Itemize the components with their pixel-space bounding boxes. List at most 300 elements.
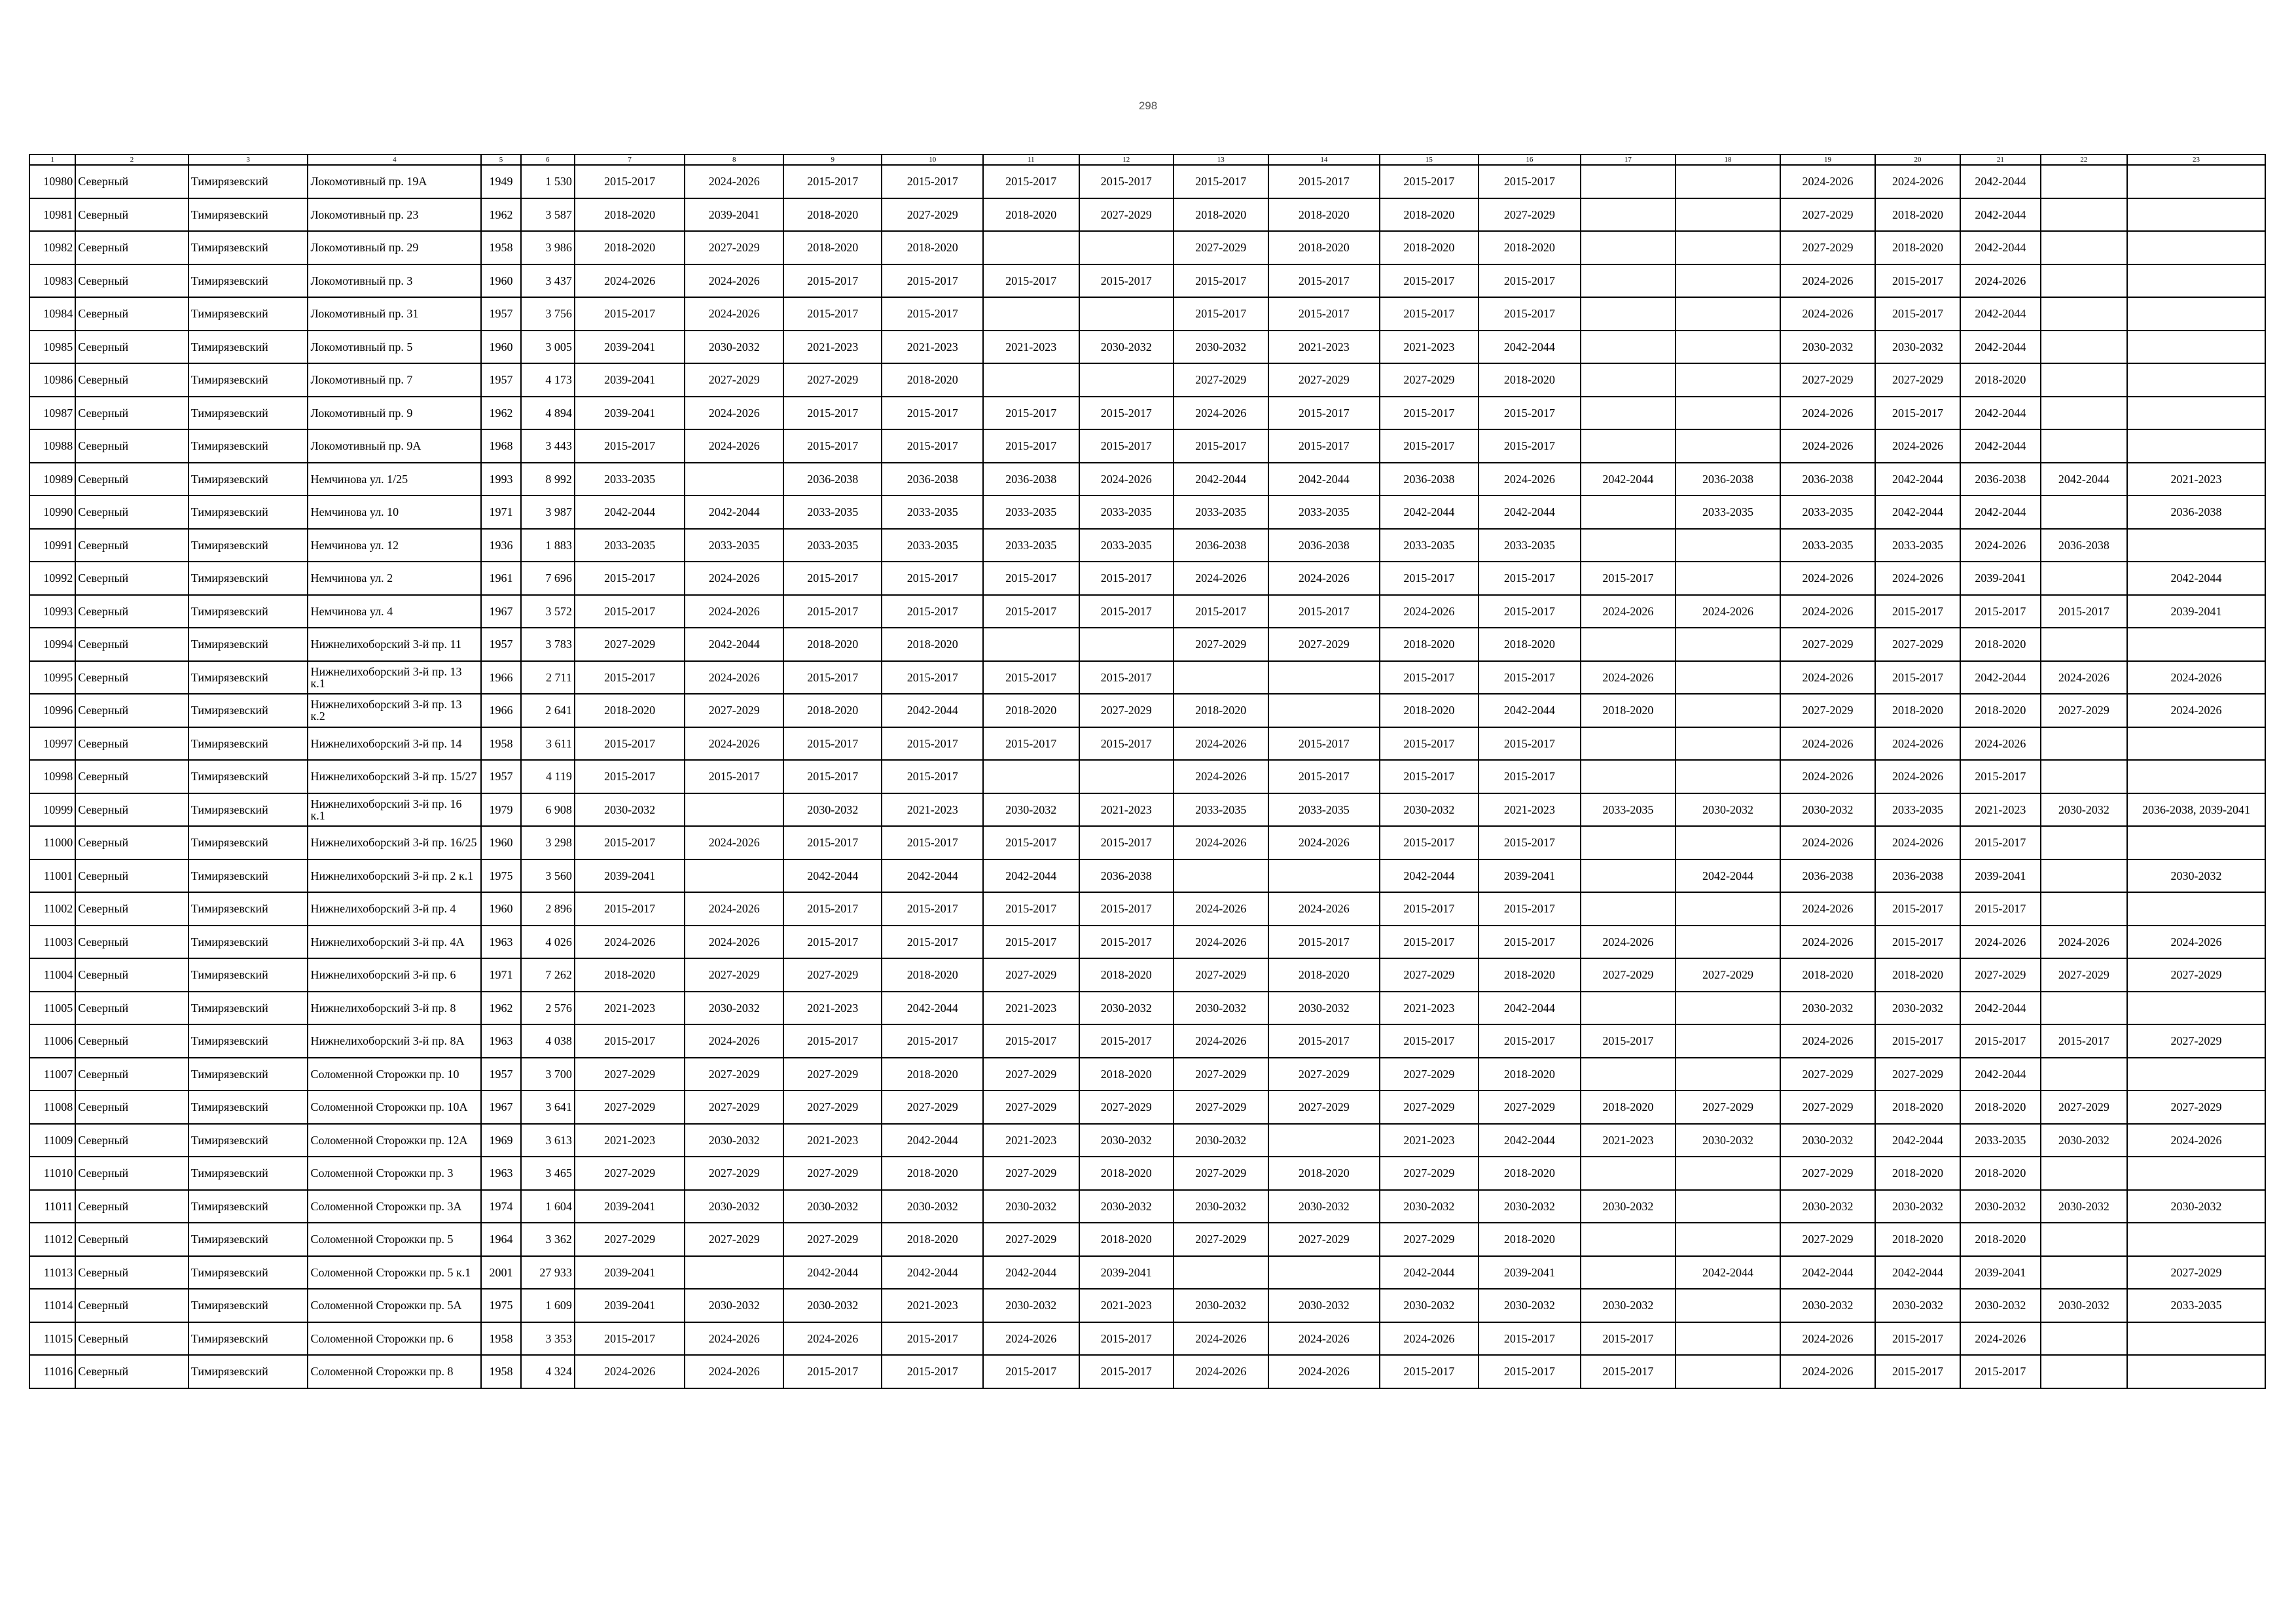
period-cell: 2015-2017 [1479,727,1581,761]
period-cell: 2015-2017 [1380,397,1479,430]
year-built-cell: 1958 [481,231,520,264]
period-cell: 2039-2041 [1479,859,1581,893]
period-cell: 2027-2029 [1174,363,1268,397]
year-built-cell: 2001 [481,1256,520,1290]
period-cell: 2042-2044 [1581,463,1676,496]
housing-schedule-table [29,154,2266,1389]
period-cell [1676,826,1781,859]
period-cell: 2024-2026 [1960,529,2040,562]
district-cell: Северный [75,463,188,496]
period-cell: 2024-2026 [1960,926,2040,959]
period-cell: 2027-2029 [1380,1223,1479,1256]
period-cell: 2018-2020 [1174,694,1268,727]
period-cell: 2018-2020 [575,198,685,232]
floor-area-cell: 3 465 [521,1157,575,1190]
period-cell: 2024-2026 [685,1355,783,1388]
period-cell: 2015-2017 [1268,429,1380,463]
row-number-cell: 10998 [29,760,75,793]
period-cell: 2015-2017 [1479,661,1581,695]
period-cell: 2027-2029 [882,1091,983,1124]
area-cell: Тимирязевский [188,429,308,463]
area-cell: Тимирязевский [188,529,308,562]
period-cell: 2015-2017 [882,595,983,628]
period-cell: 2015-2017 [1079,1355,1174,1388]
period-cell: 2027-2029 [1268,1091,1380,1124]
table-row [29,661,2265,695]
period-cell: 2024-2026 [1875,826,1960,859]
year-built-cell: 1960 [481,331,520,364]
period-cell: 2030-2032 [685,1289,783,1322]
period-cell: 2015-2017 [1960,1024,2040,1058]
column-number-header: 16 [1479,154,1581,165]
year-built-cell: 1949 [481,165,520,198]
period-cell: 2018-2020 [882,628,983,661]
address-cell: Соломенной Сторожки пр. 10 [308,1058,481,1091]
floor-area-cell: 1 530 [521,165,575,198]
period-cell [1676,363,1781,397]
period-cell: 2015-2017 [983,429,1079,463]
district-cell: Северный [75,826,188,859]
period-cell: 2018-2020 [983,198,1079,232]
period-cell: 2024-2026 [685,892,783,926]
period-cell [1676,760,1781,793]
period-cell: 2015-2017 [1174,595,1268,628]
period-cell [2041,859,2127,893]
period-cell [2041,429,2127,463]
period-cell: 2042-2044 [1174,463,1268,496]
period-cell [2041,1058,2127,1091]
area-cell: Тимирязевский [188,926,308,959]
floor-area-cell: 3 700 [521,1058,575,1091]
period-cell: 2027-2029 [1780,1058,1875,1091]
district-cell: Северный [75,562,188,595]
row-number-cell: 10996 [29,694,75,727]
period-cell: 2024-2026 [1174,1024,1268,1058]
address-cell: Нижнелихоборский 3-й пр. 4 [308,892,481,926]
period-cell: 2021-2023 [882,1289,983,1322]
period-cell: 2015-2017 [882,661,983,695]
district-cell: Северный [75,1289,188,1322]
period-cell: 2036-2038 [1780,463,1875,496]
period-cell: 2021-2023 [983,992,1079,1025]
district-cell: Северный [75,760,188,793]
row-number-cell: 10994 [29,628,75,661]
column-number-header: 18 [1676,154,1781,165]
period-cell: 2024-2026 [983,1322,1079,1356]
period-cell: 2027-2029 [575,1091,685,1124]
year-built-cell: 1957 [481,628,520,661]
period-cell: 2033-2035 [1780,496,1875,529]
period-cell: 2015-2017 [1079,264,1174,298]
area-cell: Тимирязевский [188,397,308,430]
period-cell: 2027-2029 [2127,1024,2265,1058]
period-cell [1676,628,1781,661]
period-cell: 2021-2023 [1960,793,2040,827]
district-cell: Северный [75,1058,188,1091]
period-cell: 2039-2041 [2127,595,2265,628]
period-cell: 2015-2017 [1380,297,1479,331]
period-cell: 2015-2017 [1079,165,1174,198]
area-cell: Тимирязевский [188,1190,308,1223]
period-cell: 2027-2029 [1268,628,1380,661]
period-cell: 2018-2020 [1581,694,1676,727]
period-cell: 2027-2029 [783,1157,882,1190]
address-cell: Локомотивный пр. 5 [308,331,481,364]
district-cell: Северный [75,595,188,628]
period-cell: 2015-2017 [882,562,983,595]
period-cell [2041,1322,2127,1356]
floor-area-cell: 4 173 [521,363,575,397]
period-cell: 2015-2017 [1875,595,1960,628]
period-cell: 2027-2029 [1174,958,1268,992]
period-cell [983,363,1079,397]
period-cell: 2027-2029 [1875,1058,1960,1091]
period-cell: 2030-2032 [1875,1289,1960,1322]
period-cell [1581,1157,1676,1190]
district-cell: Северный [75,1355,188,1388]
period-cell: 2021-2023 [1479,793,1581,827]
address-cell: Соломенной Сторожки пр. 12А [308,1124,481,1157]
table-row [29,595,2265,628]
period-cell [2041,1223,2127,1256]
period-cell: 2027-2029 [685,1157,783,1190]
area-cell: Тимирязевский [188,1124,308,1157]
column-number-header: 15 [1380,154,1479,165]
period-cell: 2015-2017 [1079,595,1174,628]
period-cell: 2024-2026 [1380,1322,1479,1356]
year-built-cell: 1962 [481,198,520,232]
period-cell: 2027-2029 [1780,198,1875,232]
year-built-cell: 1960 [481,892,520,926]
period-cell: 2036-2038 [1875,859,1960,893]
period-cell: 2015-2017 [1875,1322,1960,1356]
period-cell: 2027-2029 [1268,1223,1380,1256]
period-cell: 2033-2035 [1079,529,1174,562]
period-cell: 2039-2041 [575,1256,685,1290]
period-cell: 2042-2044 [1268,463,1380,496]
period-cell: 2042-2044 [882,859,983,893]
period-cell [1676,529,1781,562]
period-cell: 2018-2020 [882,1058,983,1091]
period-cell: 2021-2023 [1380,992,1479,1025]
period-cell: 2033-2035 [1174,496,1268,529]
floor-area-cell: 3 560 [521,859,575,893]
period-cell: 2027-2029 [1079,1091,1174,1124]
period-cell: 2018-2020 [1960,363,2040,397]
period-cell [1581,297,1676,331]
row-number-cell: 10993 [29,595,75,628]
period-cell: 2021-2023 [882,793,983,827]
period-cell: 2018-2020 [1079,1157,1174,1190]
year-built-cell: 1969 [481,1124,520,1157]
period-cell: 2033-2035 [1875,793,1960,827]
period-cell: 2015-2017 [882,1322,983,1356]
address-cell: Локомотивный пр. 3 [308,264,481,298]
period-cell: 2042-2044 [882,992,983,1025]
period-cell: 2027-2029 [1780,363,1875,397]
period-cell: 2030-2032 [1780,1190,1875,1223]
table-row [29,1289,2265,1322]
period-cell: 2042-2044 [783,1256,882,1290]
period-cell [1581,397,1676,430]
period-cell: 2030-2032 [2127,859,2265,893]
period-cell: 2024-2026 [1960,727,2040,761]
period-cell: 2042-2044 [1676,1256,1781,1290]
period-cell [2041,562,2127,595]
period-cell: 2024-2026 [2127,1124,2265,1157]
period-cell [1079,628,1174,661]
period-cell: 2024-2026 [783,1322,882,1356]
row-number-cell: 10991 [29,529,75,562]
area-cell: Тимирязевский [188,1058,308,1091]
table-row [29,926,2265,959]
period-cell: 2015-2017 [1581,1024,1676,1058]
period-cell: 2024-2026 [1174,1322,1268,1356]
period-cell: 2036-2038 [2127,496,2265,529]
period-cell: 2018-2020 [1960,628,2040,661]
area-cell: Тимирязевский [188,562,308,595]
period-cell: 2015-2017 [1960,892,2040,926]
period-cell: 2030-2032 [1875,331,1960,364]
period-cell: 2015-2017 [1268,264,1380,298]
period-cell: 2015-2017 [783,1355,882,1388]
row-number-cell: 10999 [29,793,75,827]
period-cell [1676,297,1781,331]
period-cell: 2024-2026 [1268,1355,1380,1388]
table-row [29,1124,2265,1157]
floor-area-cell: 3 756 [521,297,575,331]
period-cell: 2042-2044 [882,1256,983,1290]
period-cell: 2030-2032 [1079,331,1174,364]
period-cell: 2033-2035 [1676,496,1781,529]
column-number-header: 7 [575,154,685,165]
period-cell: 2033-2035 [685,529,783,562]
period-cell: 2015-2017 [1268,297,1380,331]
period-cell: 2036-2038, 2039-2041 [2127,793,2265,827]
address-cell: Нижнелихоборский 3-й пр. 8 [308,992,481,1025]
district-cell: Северный [75,1190,188,1223]
period-cell: 2015-2017 [1380,429,1479,463]
period-cell: 2024-2026 [1780,562,1875,595]
period-cell [1581,1256,1676,1290]
period-cell: 2027-2029 [1780,628,1875,661]
district-cell: Северный [75,859,188,893]
period-cell: 2015-2017 [1079,397,1174,430]
period-cell [1676,1024,1781,1058]
period-cell: 2033-2035 [1079,496,1174,529]
period-cell: 2015-2017 [983,826,1079,859]
row-number-cell: 11002 [29,892,75,926]
period-cell: 2015-2017 [983,661,1079,695]
period-cell: 2024-2026 [1174,562,1268,595]
district-cell: Северный [75,297,188,331]
period-cell: 2027-2029 [783,1223,882,1256]
period-cell: 2024-2026 [1780,397,1875,430]
period-cell [2127,529,2265,562]
period-cell: 2018-2020 [1079,1223,1174,1256]
period-cell [2127,198,2265,232]
period-cell: 2039-2041 [575,859,685,893]
period-cell [2041,1355,2127,1388]
period-cell: 2033-2035 [575,463,685,496]
period-cell: 2024-2026 [1875,165,1960,198]
period-cell: 2027-2029 [1380,1058,1479,1091]
period-cell: 2030-2032 [1581,1190,1676,1223]
period-cell: 2042-2044 [983,859,1079,893]
period-cell: 2018-2020 [783,231,882,264]
row-number-cell: 11003 [29,926,75,959]
period-cell: 2015-2017 [983,892,1079,926]
district-cell: Северный [75,165,188,198]
column-number-header: 21 [1960,154,2040,165]
period-cell: 2027-2029 [983,958,1079,992]
period-cell: 2033-2035 [1380,529,1479,562]
period-cell: 2033-2035 [882,529,983,562]
period-cell: 2027-2029 [1960,958,2040,992]
area-cell: Тимирязевский [188,1355,308,1388]
period-cell: 2027-2029 [983,1058,1079,1091]
period-cell: 2030-2032 [2041,1190,2127,1223]
period-cell: 2039-2041 [1960,1256,2040,1290]
period-cell: 2024-2026 [1581,595,1676,628]
period-cell [1079,363,1174,397]
period-cell [1581,529,1676,562]
period-cell: 2042-2044 [1960,429,2040,463]
floor-area-cell: 3 362 [521,1223,575,1256]
period-cell: 2015-2017 [1268,760,1380,793]
period-cell: 2015-2017 [1380,165,1479,198]
period-cell: 2015-2017 [685,760,783,793]
period-cell [1581,496,1676,529]
period-cell: 2027-2029 [1780,1091,1875,1124]
period-cell [1676,1223,1781,1256]
period-cell [2041,992,2127,1025]
address-cell: Нижнелихоборский 3-й пр. 13 к.1 [308,661,481,695]
period-cell: 2030-2032 [1780,1289,1875,1322]
period-cell: 2021-2023 [1268,331,1380,364]
address-cell: Нижнелихоборский 3-й пр. 15/27 [308,760,481,793]
period-cell: 2036-2038 [783,463,882,496]
period-cell: 2042-2044 [1676,859,1781,893]
floor-area-cell: 3 641 [521,1091,575,1124]
floor-area-cell: 27 933 [521,1256,575,1290]
period-cell [1676,926,1781,959]
period-cell: 2018-2020 [1380,198,1479,232]
period-cell: 2018-2020 [575,958,685,992]
address-cell: Немчинова ул. 2 [308,562,481,595]
period-cell: 2027-2029 [2127,1256,2265,1290]
period-cell: 2033-2035 [1875,529,1960,562]
period-cell [1676,1322,1781,1356]
floor-area-cell: 2 641 [521,694,575,727]
period-cell: 2030-2032 [1174,1190,1268,1223]
period-cell: 2015-2017 [1268,727,1380,761]
period-cell: 2018-2020 [1479,628,1581,661]
floor-area-cell: 3 437 [521,264,575,298]
period-cell [2041,760,2127,793]
period-cell: 2033-2035 [1268,793,1380,827]
period-cell [1268,1124,1380,1157]
period-cell: 2033-2035 [1174,793,1268,827]
period-cell: 2015-2017 [983,264,1079,298]
year-built-cell: 1936 [481,529,520,562]
column-number-header: 5 [481,154,520,165]
column-number-header: 8 [685,154,783,165]
period-cell: 2042-2044 [1479,331,1581,364]
period-cell: 2027-2029 [783,1091,882,1124]
period-cell [685,1256,783,1290]
period-cell: 2015-2017 [575,1024,685,1058]
period-cell: 2018-2020 [575,231,685,264]
district-cell: Северный [75,1091,188,1124]
address-cell: Нижнелихоборский 3-й пр. 16 к.1 [308,793,481,827]
district-cell: Северный [75,363,188,397]
period-cell [2127,429,2265,463]
period-cell: 2042-2044 [1960,397,2040,430]
period-cell: 2027-2029 [685,363,783,397]
period-cell: 2018-2020 [1875,231,1960,264]
year-built-cell: 1993 [481,463,520,496]
period-cell [1581,429,1676,463]
area-cell: Тимирязевский [188,628,308,661]
period-cell [2041,363,2127,397]
period-cell: 2024-2026 [575,1355,685,1388]
district-cell: Северный [75,198,188,232]
year-built-cell: 1971 [481,496,520,529]
period-cell: 2018-2020 [1380,231,1479,264]
year-built-cell: 1975 [481,859,520,893]
period-cell: 2024-2026 [1780,1322,1875,1356]
address-cell: Немчинова ул. 12 [308,529,481,562]
address-cell: Локомотивный пр. 9А [308,429,481,463]
period-cell: 2030-2032 [1676,793,1781,827]
period-cell: 2042-2044 [1960,231,2040,264]
column-number-row [29,154,2265,165]
period-cell: 2018-2020 [1875,694,1960,727]
period-cell: 2036-2038 [2041,529,2127,562]
period-cell: 2024-2026 [1174,760,1268,793]
period-cell: 2024-2026 [1174,727,1268,761]
year-built-cell: 1957 [481,297,520,331]
period-cell [2127,363,2265,397]
row-number-cell: 10985 [29,331,75,364]
period-cell: 2021-2023 [1380,1124,1479,1157]
period-cell: 2042-2044 [1875,496,1960,529]
period-cell: 2024-2026 [1780,661,1875,695]
address-cell: Соломенной Сторожки пр. 8 [308,1355,481,1388]
row-number-cell: 11006 [29,1024,75,1058]
table-row [29,264,2265,298]
period-cell: 2027-2029 [783,958,882,992]
table-row [29,529,2265,562]
row-number-cell: 11014 [29,1289,75,1322]
period-cell [1174,661,1268,695]
period-cell: 2030-2032 [783,793,882,827]
period-cell [2127,331,2265,364]
address-cell: Локомотивный пр. 9 [308,397,481,430]
period-cell [1581,992,1676,1025]
period-cell: 2021-2023 [783,992,882,1025]
period-cell: 2024-2026 [1479,463,1581,496]
year-built-cell: 1960 [481,826,520,859]
row-number-cell: 11000 [29,826,75,859]
period-cell: 2030-2032 [1780,331,1875,364]
period-cell: 2015-2017 [882,429,983,463]
period-cell: 2018-2020 [783,694,882,727]
period-cell [2041,892,2127,926]
area-cell: Тимирязевский [188,793,308,827]
period-cell: 2015-2017 [2041,595,2127,628]
